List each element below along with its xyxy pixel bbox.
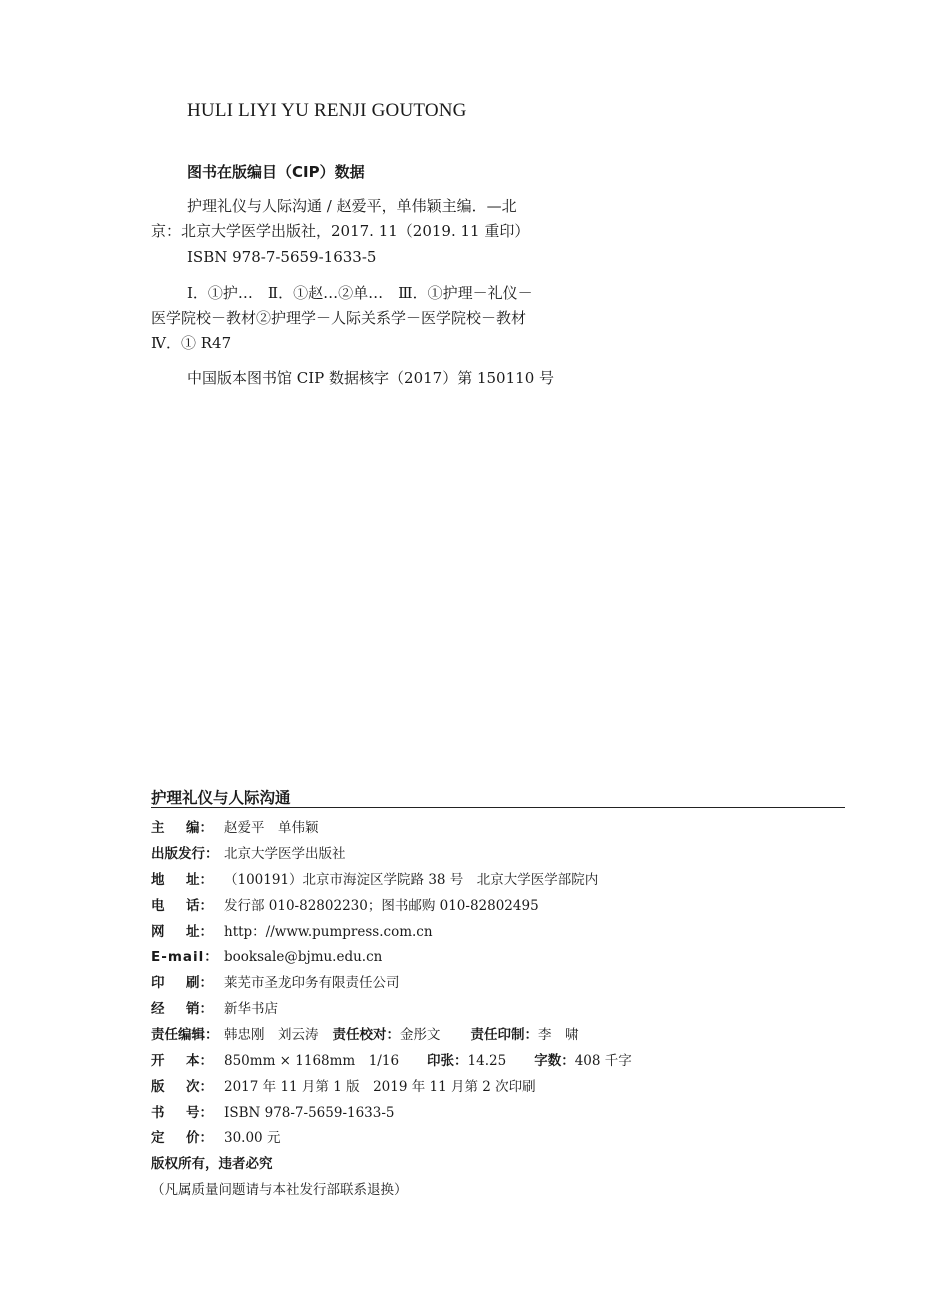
cip-line-5: 医学院校－教材②护理学－人际关系学－医学院校－教材 bbox=[151, 309, 527, 327]
cip-line-3: ISBN 978-7-5659-1633-5 bbox=[187, 248, 377, 266]
credit-row-responsible: 责任编辑： 韩忠刚 刘云涛 责任校对：金彤文 责任印制：李 啸 bbox=[151, 1027, 579, 1043]
credit-row-distributor: 经 销： 新华书店 bbox=[151, 1001, 278, 1017]
cip-line-4: Ⅰ．①护… Ⅱ．①赵…②单… Ⅲ．①护理－礼仪－ bbox=[187, 284, 533, 302]
cip-line-1: 护理礼仪与人际沟通 / 赵爱平，单伟颖主编．—北 bbox=[187, 197, 517, 215]
credit-row-edition: 版 次： 2017 年 11 月第 1 版 2019 年 11 月第 2 次印刷 bbox=[151, 1079, 536, 1095]
credit-row-website: 网 址： http：//www.pumpress.com.cn bbox=[151, 924, 433, 940]
credits-title: 护理礼仪与人际沟通 bbox=[151, 789, 291, 807]
credits-divider bbox=[151, 807, 845, 808]
credit-row-isbn: 书 号： ISBN 978-7-5659-1633-5 bbox=[151, 1105, 395, 1121]
credit-row-phone: 电 话： 发行部 010-82802230；图书邮购 010-82802495 bbox=[151, 898, 539, 914]
credit-row-publisher: 出版发行： 北京大学医学出版社 bbox=[151, 846, 346, 862]
cip-line-7: 中国版本图书馆 CIP 数据核字（2017）第 150110 号 bbox=[187, 369, 555, 387]
credit-row-address: 地 址： （100191）北京市海淀区学院路 38 号 北京大学医学部院内 bbox=[151, 872, 599, 888]
credit-row-editor: 主 编： 赵爱平 单伟颖 bbox=[151, 820, 319, 836]
cip-line-6: Ⅳ．① R47 bbox=[151, 334, 232, 352]
cip-line-2: 京：北京大学医学出版社，2017. 11（2019. 11 重印） bbox=[151, 222, 530, 240]
credit-row-price: 定 价： 30.00 元 bbox=[151, 1130, 281, 1146]
pinyin-title: HULI LIYI YU RENJI GOUTONG bbox=[187, 100, 467, 121]
credit-row-format: 开 本： 850mm × 1168mm 1/16 印张：14.25 字数：408 千字 bbox=[151, 1053, 632, 1069]
credit-row-printer: 印 刷： 莱芜市圣龙印务有限责任公司 bbox=[151, 975, 400, 991]
credit-note: （凡属质量问题请与本社发行部联系退换） bbox=[151, 1182, 408, 1198]
credit-rights: 版权所有，违者必究 bbox=[151, 1156, 273, 1172]
credit-row-email: E-mail： booksale@bjmu.edu.cn bbox=[151, 949, 383, 965]
cip-heading: 图书在版编目（CIP）数据 bbox=[187, 163, 365, 181]
